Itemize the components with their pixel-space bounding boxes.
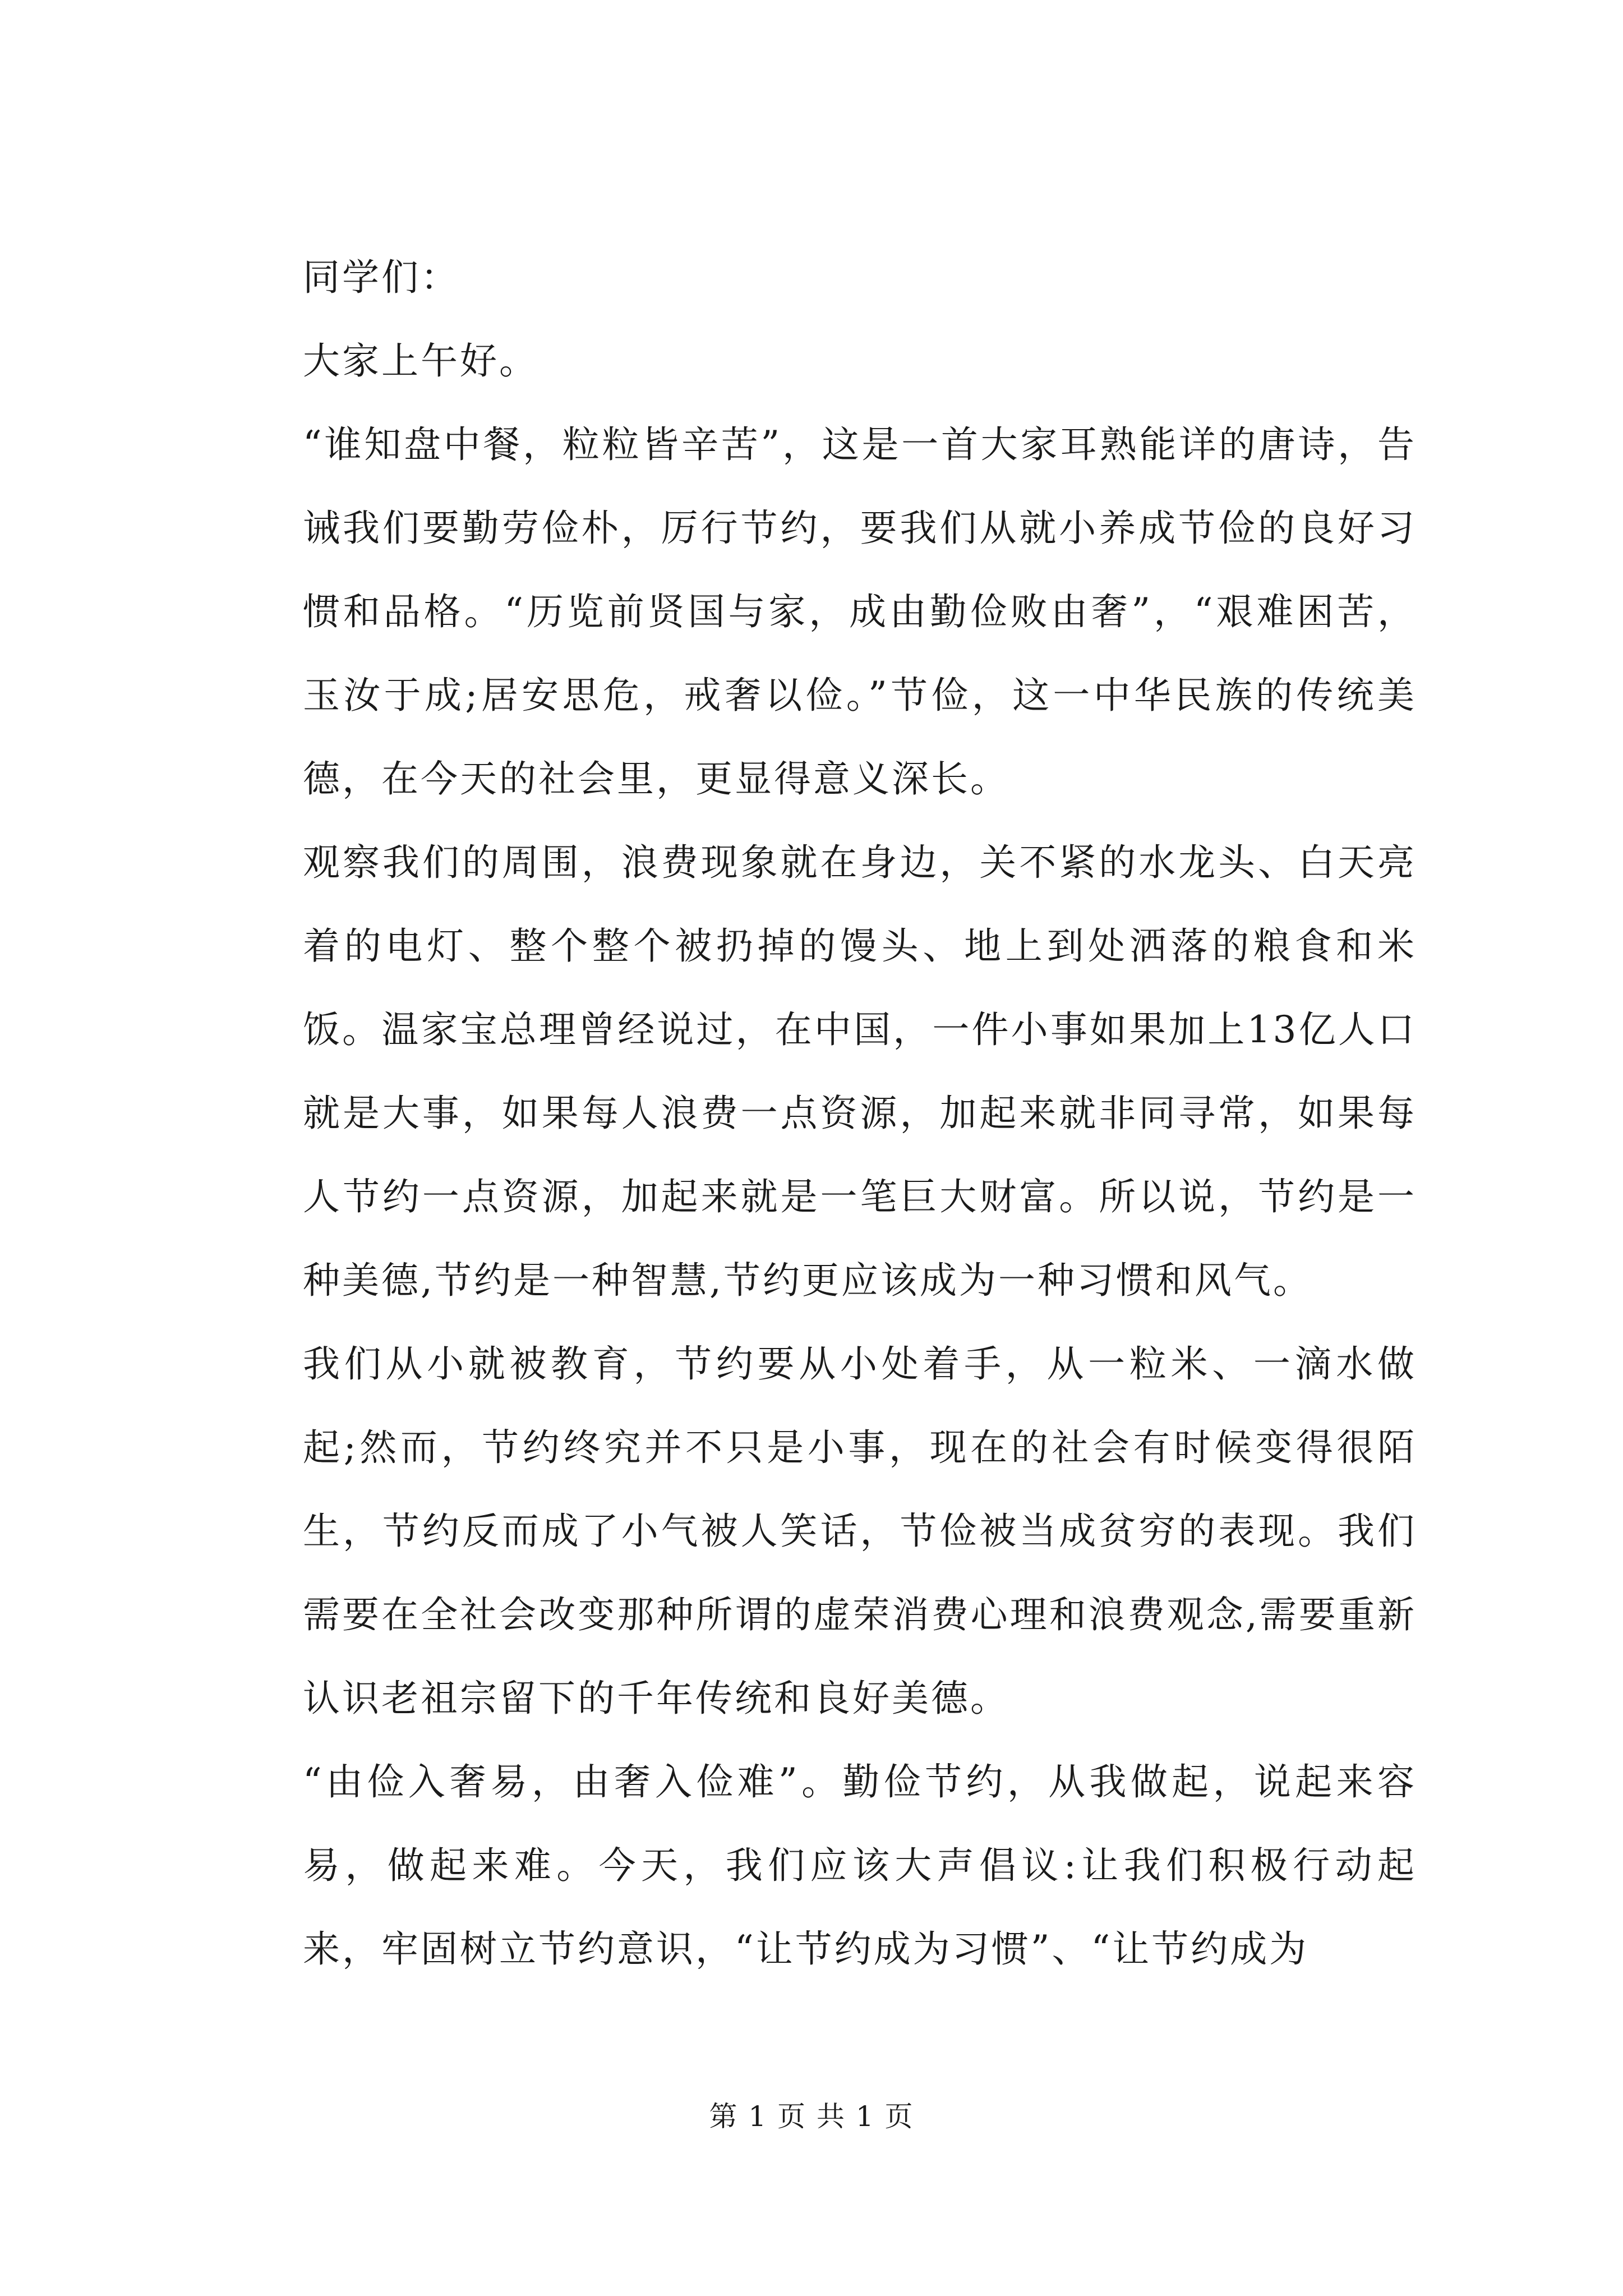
document-body (303, 236, 1417, 1991)
paragraph-poem-intro: “谁知盘中餐，粒粒皆辛苦”，这是一首大家耳熟能详的唐诗，告诫我们要勤劳俭朴，厉行节约，要我们从就小养成节俭的良好习惯和品格。“历览前贤国与家，成由勤俭败由奢”，“艰难困苦，玉汝于成;居安思危，戒奢以俭。”节俭，这一中华民族的传统美德，在今天的社会里，更显得意义深长。 (303, 423, 1417, 800)
paragraph-salutation: 大家上午好。 (303, 339, 538, 383)
paragraph-greeting: 同学们： (303, 256, 460, 299)
paragraph-education: 我们从小就被教育，节约要从小处着手，从一粒米、一滴水做起;然而，节约终究并不只是小事，现在的社会有时候变得很陌生，节约反而成了小气被人笑话，节俭被当成贫穷的表现。我们需要在全社会改变那种所谓的虚荣消费心理和浪费观念,需要重新认识老祖宗留下的千年传统和良好美德。 (303, 1342, 1417, 1720)
page-footer: 第 1 页 共 1 页 (709, 2100, 914, 2133)
paragraph-proposal: “由俭入奢易，由奢入俭难”。勤俭节约，从我做起，说起来容易，做起来难。今天，我们应该大声倡议:让我们积极行动起来，牢固树立节约意识，“让节约成为习惯”、“让节约成为 (303, 1760, 1417, 1971)
paragraph-observation: 观察我们的周围，浪费现象就在身边，关不紧的水龙头、白天亮着的电灯、整个整个被扔掉的馒头、地上到处洒落的粮食和米饭。温家宝总理曾经说过，在中国，一件小事如果加上13亿人口就是大事，如果每人浪费一点资源，加起来就非同寻常，如果每人节约一点资源，加起来就是一笔巨大财富。所以说，节约是一种美德,节约是一种智慧,节约更应该成为一种习惯和风气。 (303, 841, 1417, 1302)
